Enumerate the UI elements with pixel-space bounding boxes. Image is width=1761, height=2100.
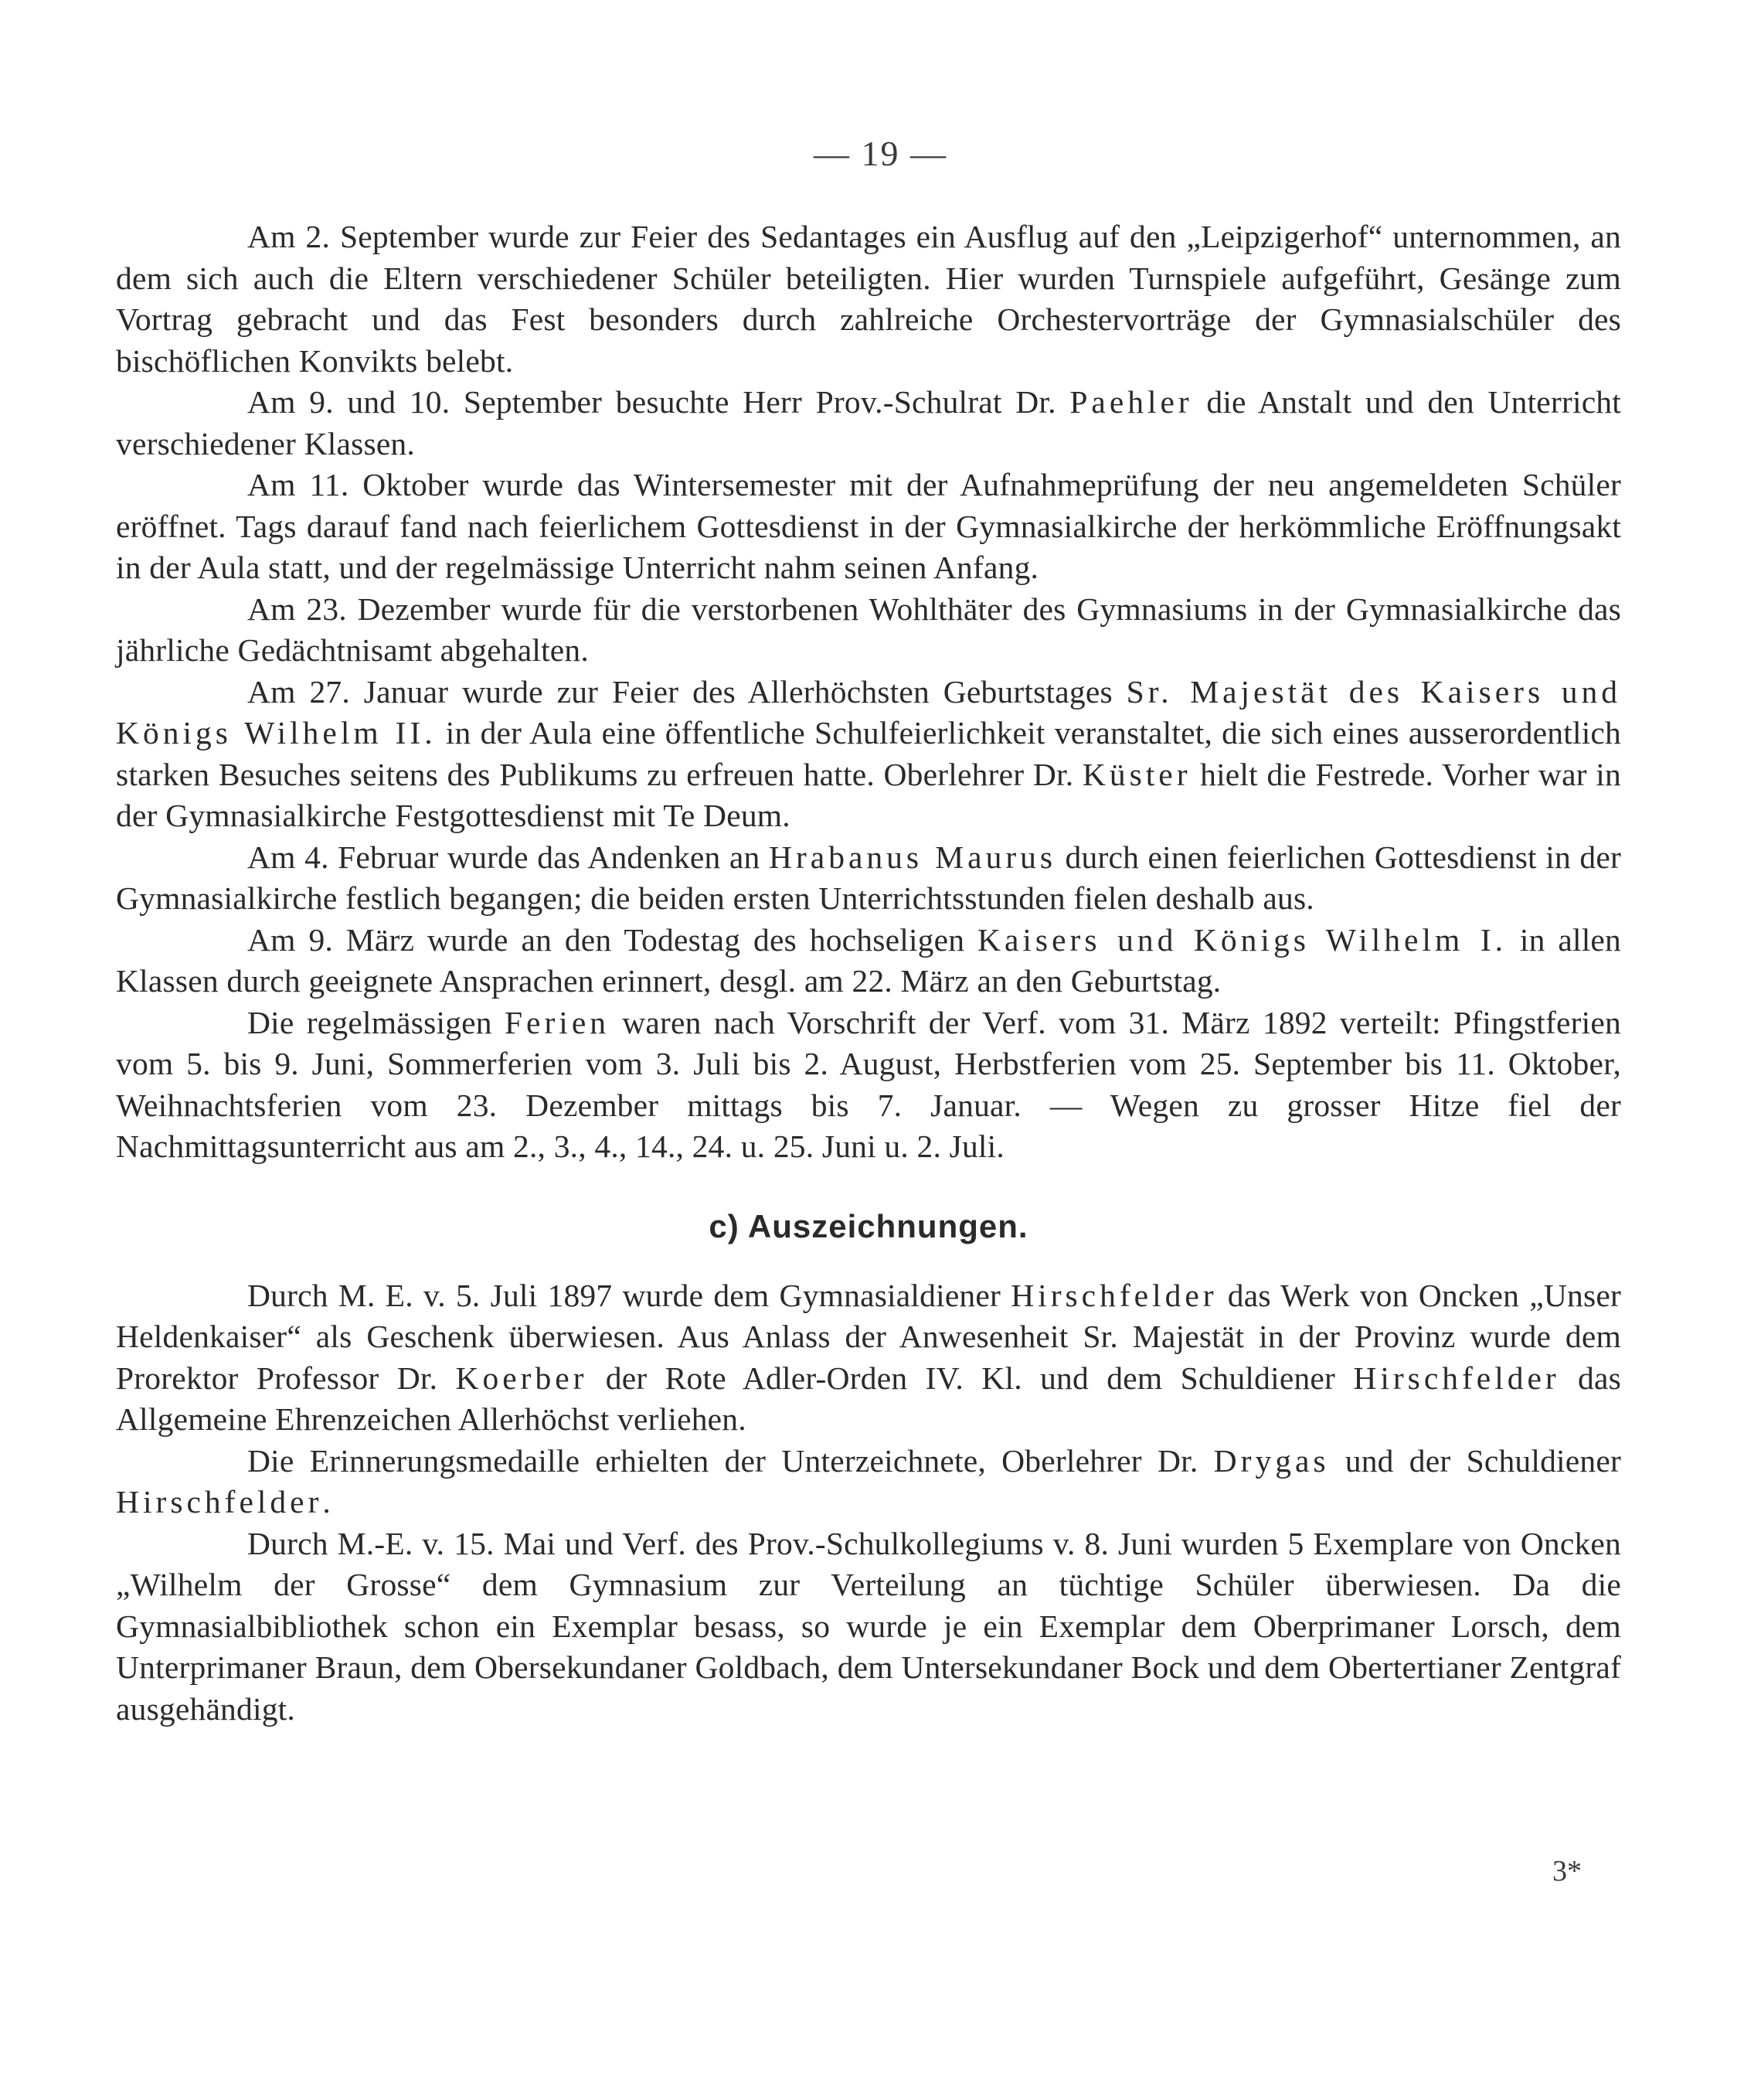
text-run: Am 9. März wurde an den Todestag des hochseligen [247,921,978,958]
spaced-name: Drygas [1213,1442,1330,1479]
text-run: das Allgemeine Ehrenzeichen Allerhöchst verliehen. [116,1360,1621,1437]
paragraph-heldenkaiser [116,1275,1621,1441]
paragraph-wilhelm-der-grosse [116,1523,1621,1731]
text-run: Am 2. September wurde zur Feier des Sedantages ein Ausflug auf den „Leipzigerhof“ unternommen, an dem sich auch die Eltern verschiedener Schüler beteiligten. Hier wurden Turnspiele aufgeführt, Gesänge zum Vortrag gebracht und das Fest besonders durch zahlreiche Orchestervorträge der Gymnasialschüler des bischöflichen Konvikts belebt. [116,219,1621,379]
text-run: Am 27. Januar wurde zur Feier des Allerhöchsten Geburtstages [247,673,1127,710]
paragraph-wintersemester [116,465,1621,589]
section-heading: c) Auszeichnungen. [709,1207,1028,1244]
paragraph-ferien [116,1002,1621,1168]
paragraph-sedantag [116,216,1621,382]
text-run: der Rote Adler-Orden IV. Kl. und dem Schuldiener [587,1360,1354,1396]
text-run: Durch M. E. v. 5. Juli 1897 wurde dem Gymnasialdiener [247,1277,1011,1313]
paragraph-erinnerungsmedaille [116,1441,1621,1523]
spaced-name: Paehler [1069,384,1193,420]
page-number: — 19 — [814,134,947,173]
spaced-word: Ferien [504,1004,610,1040]
text-run: die Anstalt und den Unterricht verschiedener Klassen. [116,384,1621,461]
printer-signature-mark: 3* [1552,1855,1582,1887]
spaced-name: Kaisers und Königs Wilhelm I. [977,921,1508,958]
text-run: . [322,1484,331,1520]
main-text [116,216,1621,1730]
paragraph-todestag [116,920,1621,1002]
text-run: Am 23. Dezember wurde für die verstorbenen Wohlthäter des Gymnasiums in der Gymnasialkirche das jährliche Gedächtnisamt abgehalten. [116,591,1621,668]
spaced-name: Koerber [455,1360,588,1396]
text-run: Durch M.-E. v. 15. Mai und Verf. des Prov.-Schulkollegiums v. 8. Juni wurden 5 Exemplare von Oncken „Wilhelm der Grosse“ dem Gymnasium zur Verteilung an tüchtige Schüler überwiesen. Da die Gymnasialbibliothek schon ein Exemplar besass, so wurde je ein Exemplar dem Oberprimaner Lorsch, dem Unterprimaner Braun, dem Obersekundaner Goldbach, dem Untersekundaner Bock und dem Obertertianer Zentgraf ausgehändigt. [116,1525,1621,1727]
text-run: das Werk von Oncken „Unser Heldenkaiser“ als Geschenk überwiesen. Aus Anlass der Anwesenheit Sr. Majestät in der Provinz wurde dem Prorektor Professor Dr. [116,1277,1621,1396]
text-run: waren nach Vorschrift der Verf. vom 31. März 1892 verteilt: Pfingstferien vom 5. bis 9. Juni, Sommerferien vom 3. Juli bis 2. August, Herbstferien vom 25. September bis 11. Oktober, Weihnachtsferien vom 23. Dezember mittags bis 7. Januar. — Wegen zu grosser Hitze fiel der Nachmittagsunterricht aus am 2., 3., 4., 14., 24. u. 25. Juni u. 2. Juli. [116,1004,1621,1164]
text-run: Am 9. und 10. September besuchte Herr Prov.-Schulrat Dr. [247,384,1070,420]
spaced-name: Küster [1082,756,1192,792]
text-run: und der Schuldiener [1329,1442,1621,1479]
spaced-name: Sr. Majestät des Kaisers und Königs Wilhelm II. [116,673,1621,750]
text-run: Am 4. Februar wurde das Andenken an [247,839,769,875]
text-run: in allen Klassen durch geeignete Ansprachen erinnert, desgl. am 22. März an den Geburtstag. [116,921,1622,999]
paragraph-kaisers-geburtstag [116,672,1621,837]
paragraph-gedaechtnisamt [116,589,1621,672]
text-run: Die Erinnerungsmedaille erhielten der Unterzeichnete, Oberlehrer Dr. [247,1442,1214,1479]
spaced-name: Hirschfelder [1011,1277,1218,1313]
paragraph-hrabanus-maurus [116,837,1621,920]
text-run: Am 11. Oktober wurde das Wintersemester mit der Aufnahmeprüfung der neu angemeldeten Schüler eröffnet. Tags darauf fand nach feierlichem Gottesdienst in der Gymnasialkirche der herkömmliche Eröffnungsakt in der Aula statt, und der regelmässige Unterricht nahm seinen Anfang. [116,467,1621,585]
text-run: in der Aula eine öffentliche Schulfeierlichkeit veranstaltet, die sich eines ausserordentlich starken Besuches seitens des Publikums zu erfreuen hatte. Oberlehrer Dr. [116,715,1621,792]
paragraph-schulrat-visit [116,382,1621,465]
spaced-name: Hirschfelder [116,1484,323,1520]
spaced-name: Hrabanus Maurus [768,839,1057,875]
text-run: hielt die Festrede. Vorher war in der Gymnasialkirche Festgottesdienst mit Te Deum. [116,756,1621,833]
spaced-name: Hirschfelder [1353,1360,1560,1396]
text-run: durch einen feierlichen Gottesdienst in der Gymnasialkirche festlich begangen; die beiden ersten Unterrichtsstunden fielen deshalb aus. [116,839,1621,916]
text-run: Die regelmässigen [247,1004,505,1040]
